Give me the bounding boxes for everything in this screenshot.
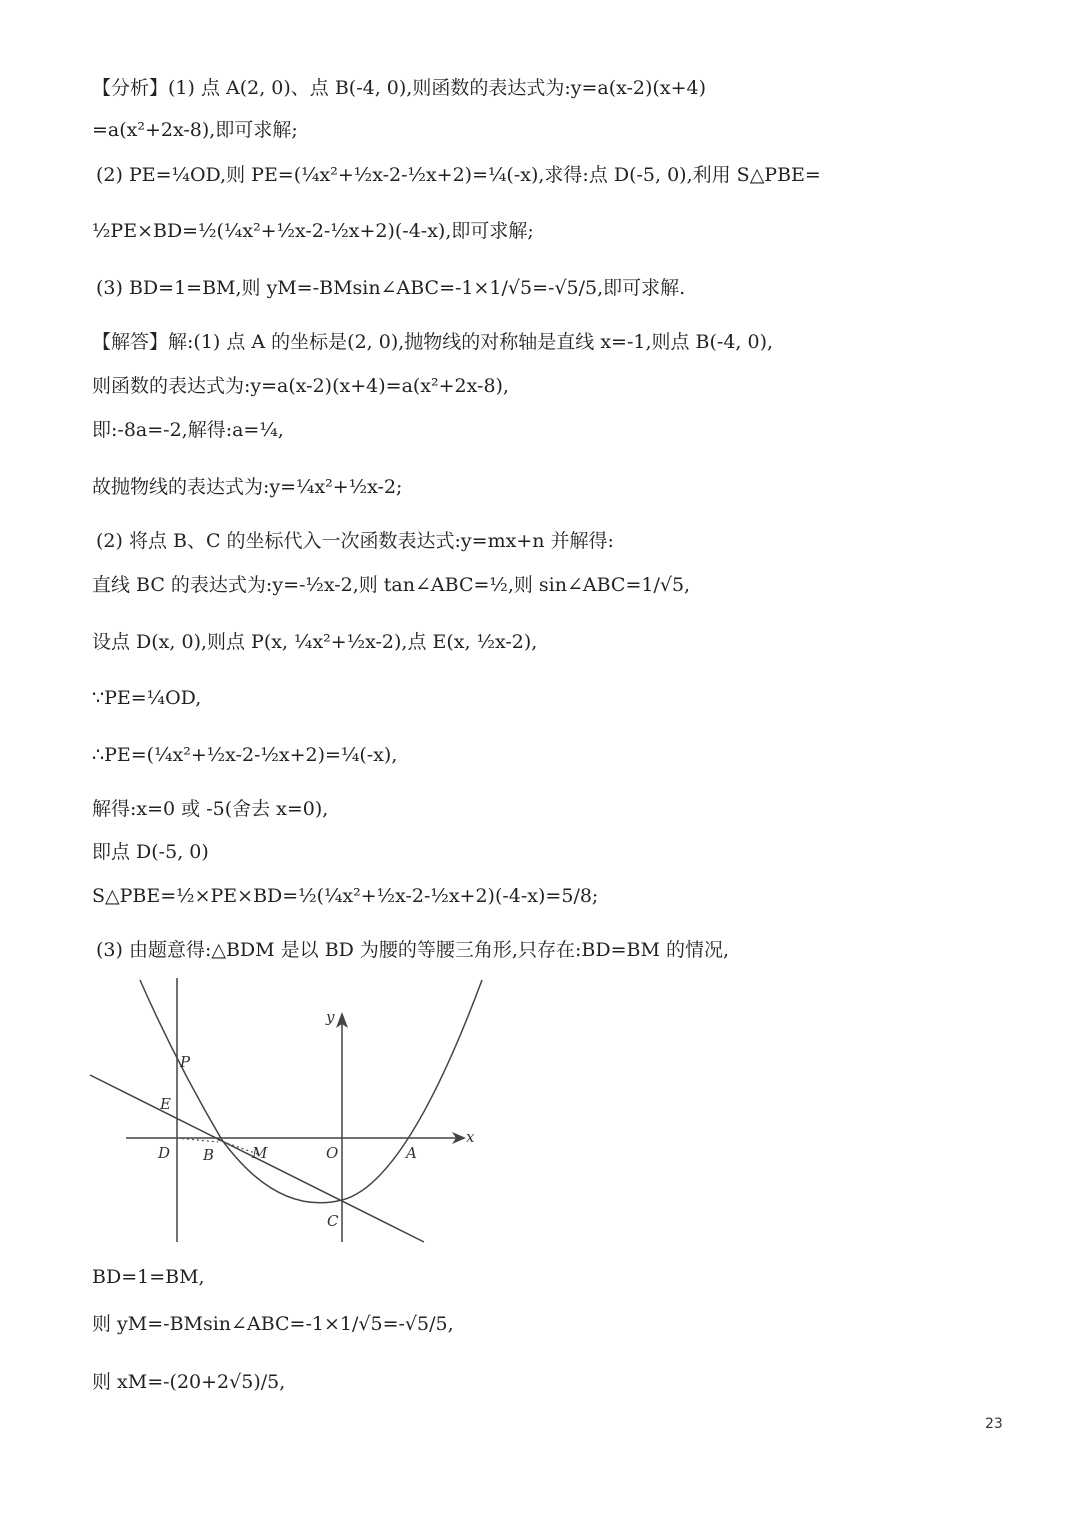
label-o: O (326, 1144, 339, 1162)
label-m: M (252, 1144, 268, 1162)
solution-line-4: 故抛物线的表达式为:y=¼x²+½x-2; (92, 476, 403, 498)
parabola-curve (140, 980, 482, 1203)
label-c: C (327, 1212, 339, 1230)
solution-line-7: 设点 D(x, 0),则点 P(x, ¼x²+½x-2),点 E(x, ½x-2), (92, 631, 538, 653)
solution-line-5: (2) 将点 B、C 的坐标代入一次函数表达式:y=mx+n 并解得: (96, 530, 614, 552)
label-b: B (203, 1146, 215, 1164)
solution-line-8: ∵PE=¼OD, (92, 687, 202, 709)
parabola-figure (88, 972, 488, 1252)
label-p: P (180, 1053, 191, 1071)
solution-line-14: BD=1=BM, (92, 1266, 205, 1288)
solution-line-1: 【解答】解:(1) 点 A 的坐标是(2, 0),抛物线的对称轴是直线 x=-1,则点 B(-4, 0), (92, 331, 774, 353)
analysis-line-3: (2) PE=¼OD,则 PE=(¼x²+½x-2-½x+2)=¼(-x),求得:点 D(-5, 0),利用 S△PBE= (96, 164, 821, 186)
solution-line-11: 即点 D(-5, 0) (92, 841, 209, 863)
label-a: A (406, 1144, 417, 1162)
analysis-line-2: =a(x²+2x-8),即可求解; (92, 119, 298, 141)
analysis-line-5: (3) BD=1=BM,则 yM=-BMsin∠ABC=-1×1/√5=-√5/5,即可求解. (96, 277, 686, 299)
solution-line-6: 直线 BC 的表达式为:y=-½x-2,则 tan∠ABC=½,则 sin∠ABC=1/√5, (92, 574, 691, 596)
analysis-line-1: 【分析】(1) 点 A(2, 0)、点 B(-4, 0),则函数的表达式为:y=a(x-2)(x+4) (92, 77, 706, 99)
solution-line-10: 解得:x=0 或 -5(舍去 x=0), (92, 798, 329, 820)
solution-line-3: 即:-8a=-2,解得:a=¼, (92, 419, 284, 441)
solution-line-9: ∴PE=(¼x²+½x-2-½x+2)=¼(-x), (92, 744, 398, 766)
label-e: E (160, 1095, 171, 1113)
solution-line-16: 则 xM=-(20+2√5)/5, (92, 1371, 286, 1393)
label-x: x (466, 1128, 475, 1146)
label-y: y (326, 1008, 335, 1026)
analysis-line-4: ½PE×BD=½(¼x²+½x-2-½x+2)(-4-x),即可求解; (92, 220, 534, 242)
solution-line-15: 则 yM=-BMsin∠ABC=-1×1/√5=-√5/5, (92, 1313, 454, 1335)
solution-line-2: 则函数的表达式为:y=a(x-2)(x+4)=a(x²+2x-8), (92, 375, 509, 397)
page-number: 23 (985, 1416, 1003, 1432)
solution-line-12: S△PBE=½×PE×BD=½(¼x²+½x-2-½x+2)(-4-x)=5/8; (92, 885, 599, 907)
label-d: D (158, 1144, 171, 1162)
solution-line-13: (3) 由题意得:△BDM 是以 BD 为腰的等腰三角形,只存在:BD=BM 的情况, (96, 939, 729, 961)
